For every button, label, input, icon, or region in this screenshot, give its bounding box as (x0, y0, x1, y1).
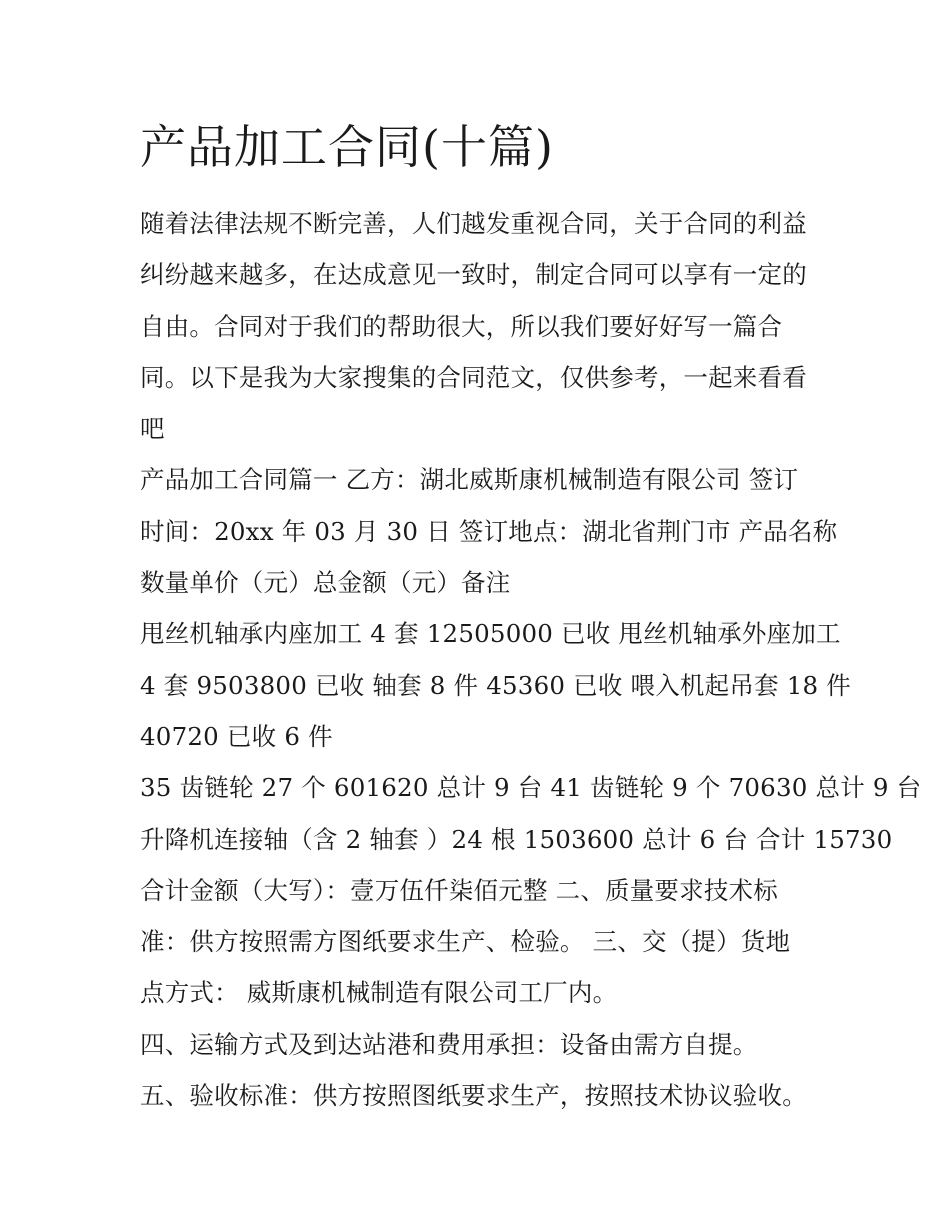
body-line: 40720 已收 6 件 (140, 721, 333, 751)
body-line: 合计金额（大写）：壹万伍仟柒佰元整 二、质量要求技术标 (140, 875, 778, 905)
body-line: 时间：20xx 年 03 月 30 日 签订地点：湖北省荆门市 产品名称 (140, 516, 838, 546)
body-line: 产品加工合同篇一 乙方：湖北威斯康机械制造有限公司 签订 (140, 465, 799, 495)
body-line: 35 齿链轮 27 个 601620 总计 9 台 41 齿链轮 9 个 70630 总计 9 台 (140, 773, 922, 803)
body-line: 点方式： 威斯康机械制造有限公司工厂内。 (140, 978, 618, 1008)
body-line: 纠纷越来越多，在达成意见一致时，制定合同可以享有一定的 (140, 260, 807, 290)
body-line: 吧 (140, 414, 165, 444)
body-line: 四、运输方式及到达站港和费用承担：设备由需方自提。 (140, 1029, 758, 1059)
document-body (140, 198, 922, 1121)
body-line: 升降机连接轴（含 2 轴套 ）24 根 1503600 总计 6 台 合计 15730 (140, 824, 893, 854)
body-line: 4 套 9503800 已收 轴套 8 件 45360 已收 喂入机起吊套 18 件 (140, 670, 851, 700)
document-title: 产品加工合同(十篇) (140, 120, 554, 174)
body-line: 同。以下是我为大家搜集的合同范文，仅供参考，一起来看看 (140, 362, 807, 392)
body-line: 五、验收标准：供方按照图纸要求生产，按照技术协议验收。 (140, 1081, 807, 1111)
body-line: 准：供方按照需方图纸要求生产、检验。 三、交（提）货地 (140, 927, 791, 957)
body-line: 自由。合同对于我们的帮助很大，所以我们要好好写一篇合 (140, 311, 783, 341)
body-line: 随着法律法规不断完善，人们越发重视合同，关于合同的利益 (140, 209, 807, 238)
body-line: 甩丝机轴承内座加工 4 套 12505000 已收 甩丝机轴承外座加工 (140, 619, 841, 649)
body-line: 数量单价（元）总金额（元）备注 (140, 568, 511, 598)
